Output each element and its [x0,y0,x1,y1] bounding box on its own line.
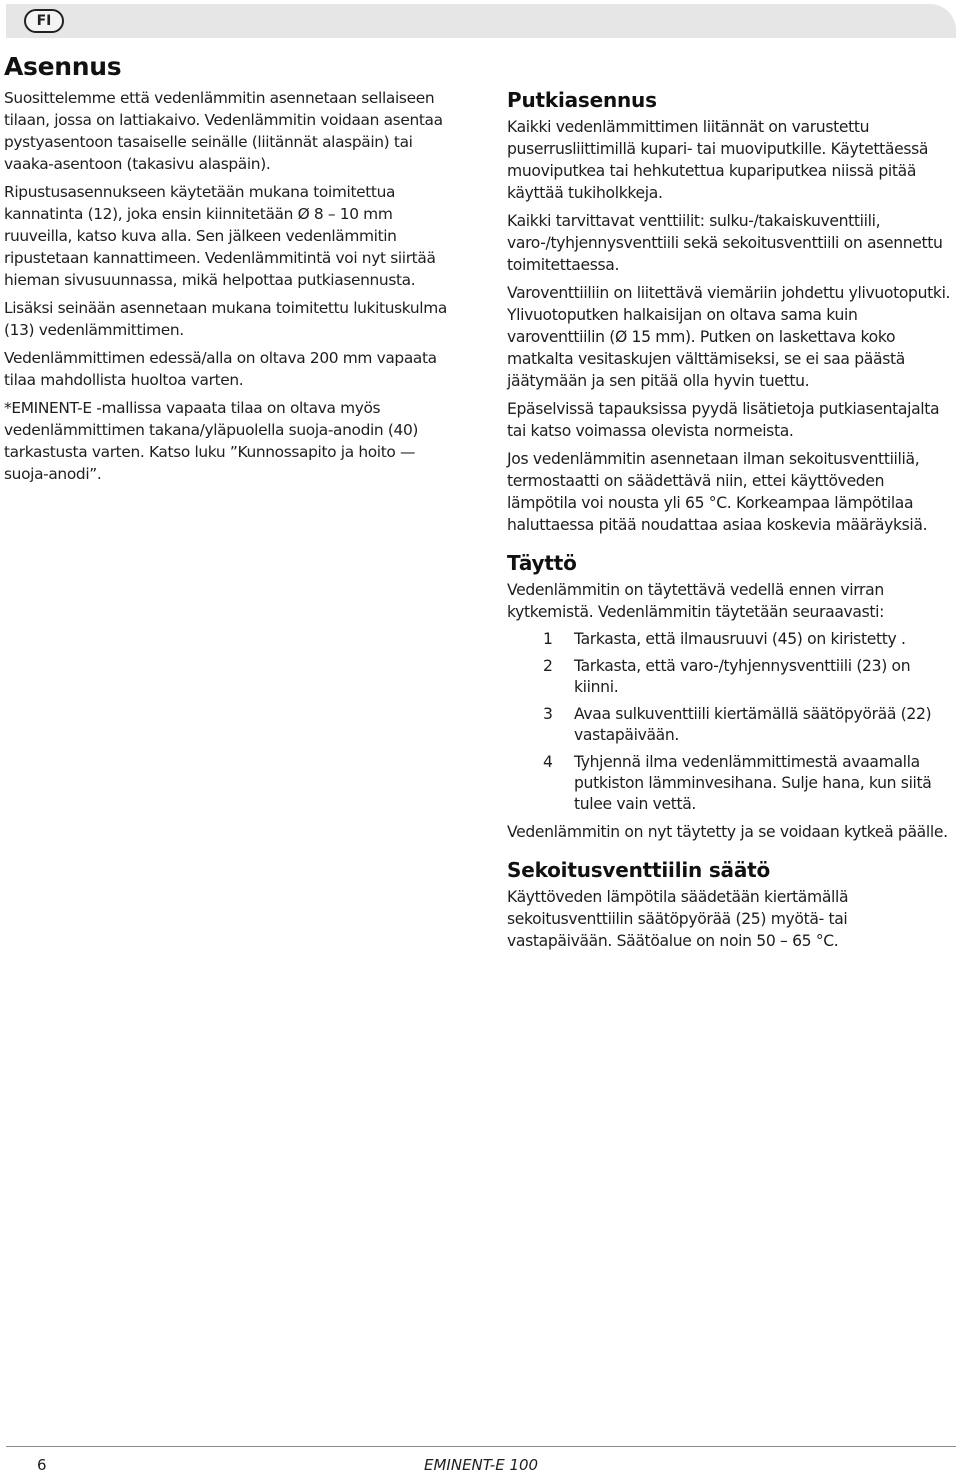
filling-section [507,551,955,843]
pipe-installation-section [507,88,955,536]
paragraph: Jos vedenlämmitin asennetaan ilman sekoitusventtiiliä, termostaatti on säädettävä niin, ettei käyttöveden lämpötila voi nousta yli 65 °C. Korkeampaa lämpötilaa haluttaessa pitää noudattaa asiaa koskevia määräyksiä. [507,450,928,534]
left-column [4,52,456,491]
paragraph: *EMINENT-E -mallissa vapaata tilaa on oltava myös vedenlämmittimen takana/yläpuolella suoja-anodin (40) tarkastusta varten. Katso luku ”Kunnossapito ja hoito — suoja-anodi”. [4,399,419,483]
paragraph: Kaikki tarvittavat venttiilit: sulku-/takaiskuventtiili, varo-/tyhjennysventtiili sekä sekoitusventtiili on asennettu toimitettaessa. [507,212,943,274]
step-number: 1 [543,630,553,648]
paragraph: Vedenlämmitin on täytettävä vedellä ennen virran kytkemistä. Vedenlämmitin täytetään seuraavasti: [507,581,885,621]
step-number: 3 [543,705,553,723]
step-text: Tyhjennä ilma vedenlämmittimestä avaamalla putkiston lämminvesihana. Sulje hana, kun siitä tulee vain vettä. [574,753,932,813]
step-text: Tarkasta, että ilmausruuvi (45) on kiristetty . [574,630,906,648]
paragraph: Lisäksi seinään asennetaan mukana toimitettu lukituskulma (13) vedenlämmittimen. [4,299,447,339]
filling-steps-list [507,629,955,815]
paragraph: Kaikki vedenlämmittimen liitännät on varustettu puserrusliittimillä kupari- tai muoviputkille. Käytettäessä muoviputkea tai hehkutettua kupariputkea niissä pitää käyttää tukiholkkeja. [507,118,929,202]
step-text: Tarkasta, että varo-/tyhjennysventtiili (23) on kiinni. [574,657,911,696]
paragraph: Epäselvissä tapauksissa pyydä lisätietoja putkiasentajalta tai katso voimassa olevista normeista. [507,400,940,440]
paragraph: Vedenlämmittimen edessä/alla on oltava 200 mm vapaata tilaa mahdollista huoltoa varten. [4,349,437,389]
step-number: 4 [543,753,553,771]
list-item [507,704,955,746]
list-item [507,629,955,650]
section-title-filling: Täyttö [507,551,577,575]
list-item [507,656,955,698]
header-bar [6,4,956,38]
section-title-mixing-valve: Sekoitusventtiilin säätö [507,858,771,882]
language-badge: FI [24,9,64,33]
mixing-valve-section [507,858,955,952]
paragraph: Käyttöveden lämpötila säädetään kiertämällä sekoitusventtiilin säätöpyörää (25) myötä- tai vastapäivään. Säätöalue on noin 50 – 65 °C. [507,888,849,950]
step-text: Avaa sulkuventtiili kiertämällä säätöpyörää (22) vastapäivään. [574,705,932,744]
product-name: EMINENT-E 100 [424,1456,539,1474]
step-number: 2 [543,657,553,675]
right-column [507,88,955,967]
page-number: 6 [37,1456,47,1474]
paragraph: Vedenlämmitin on nyt täytetty ja se voidaan kytkeä päälle. [507,823,948,841]
paragraph: Ripustusasennukseen käytetään mukana toimitettua kannatinta (12), joka ensin kiinnitetään Ø 8 – 10 mm ruuveilla, katso kuva alla. Sen jälkeen vedenlämmitin ripustetaan kannattimeen. Vedenlämmitintä voi nyt siirtää hieman sivusuunnassa, mikä helpottaa putkiasennusta. [4,183,436,289]
list-item [507,752,955,815]
section-title-installation: Asennus [4,52,122,81]
paragraph: Suosittelemme että vedenlämmitin asennetaan sellaiseen tilaan, jossa on lattiakaivo. Vedenlämmitin voidaan asentaa pystyasentoon tasaiselle seinälle (liitännät alaspäin) tai vaaka-asentoon (takasivu alaspäin). [4,89,443,173]
section-title-pipe-installation: Putkiasennus [507,88,657,112]
paragraph: Varoventtiiliin on liitettävä viemäriin johdettu ylivuotoputki. Ylivuotoputken halkaisijan on oltava sama kuin varoventtiilin (Ø 15 mm). Putken on laskettava koko matkalta vesitaskujen välttämiseksi, se ei saa päästä jäätymään ja sen pitää olla hyvin tuettu. [507,284,951,390]
footer-divider [6,1446,956,1447]
